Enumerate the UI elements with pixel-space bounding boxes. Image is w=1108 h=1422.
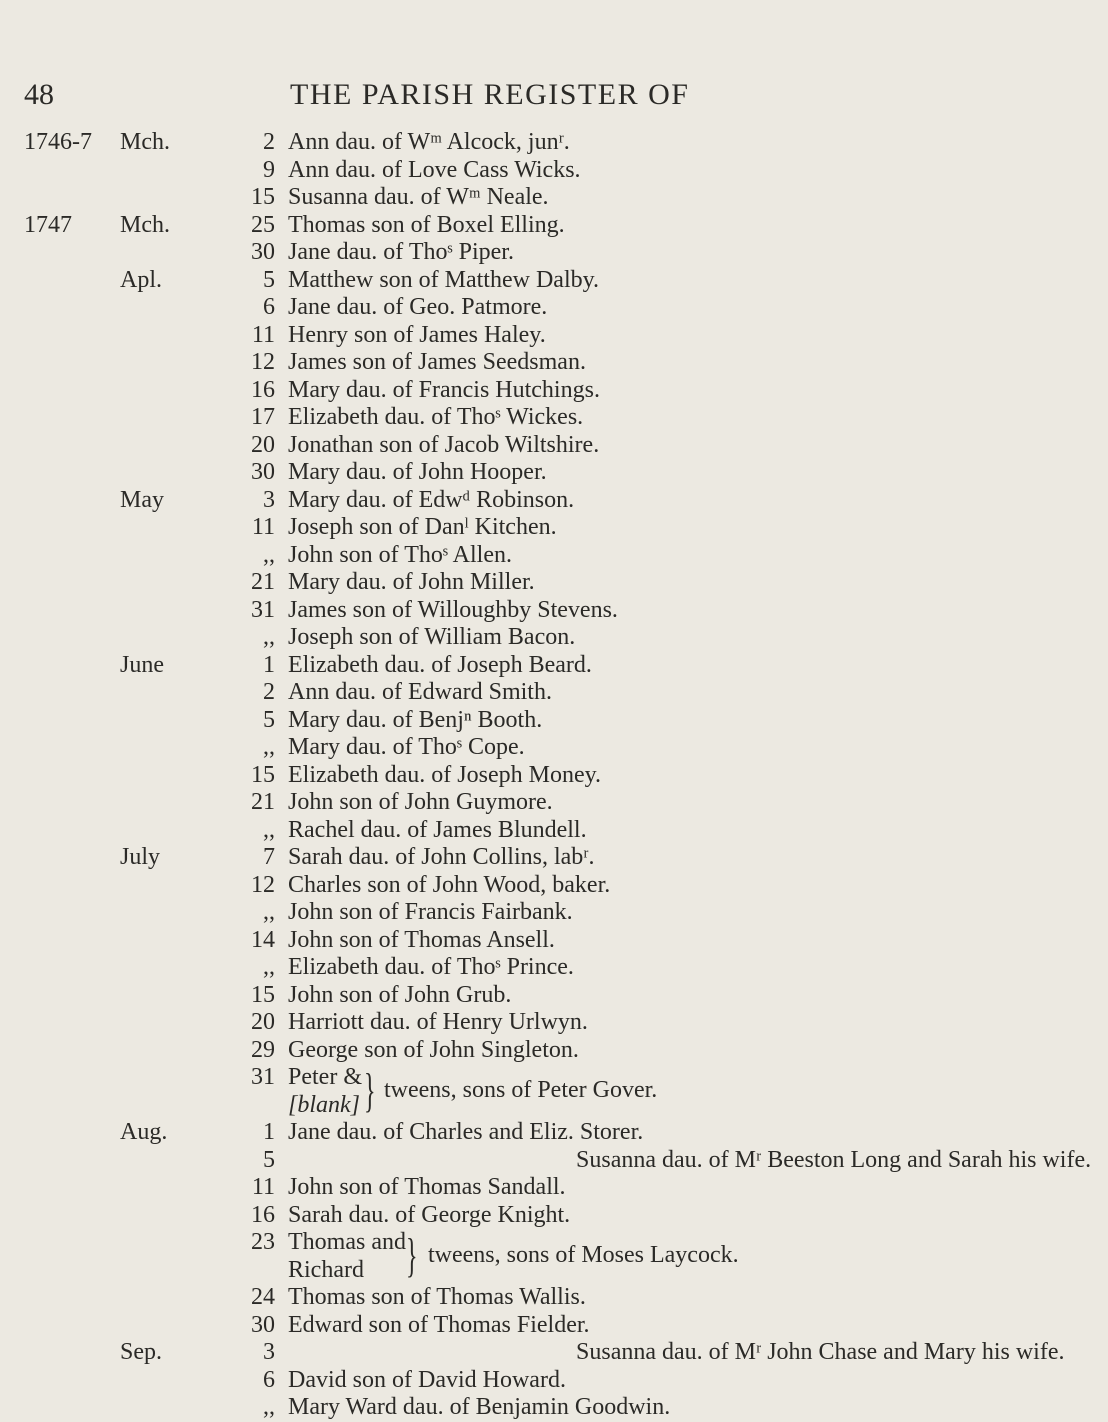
twin-name-first: Peter & — [288, 1064, 362, 1090]
entry-day: 1 — [263, 1119, 275, 1145]
entry-text: John son of Thomas Sandall. — [288, 1174, 566, 1200]
register-entry — [0, 487, 800, 515]
entry-month: July — [120, 844, 161, 870]
entry-day: 15 — [251, 761, 275, 788]
entry-day: 9 — [263, 156, 275, 183]
entry-text: Edward son of Thomas Fielder. — [288, 1311, 590, 1338]
twin-names — [288, 1064, 398, 1119]
entry-day: 16 — [251, 376, 275, 403]
entry-text: Susanna dau. of Mʳ Beeston Long and Sarah his wife. — [576, 1146, 1092, 1173]
entry-month: May — [120, 486, 164, 513]
entry-text: Ann dau. of Love Cass Wicks. — [288, 156, 581, 183]
entry-day: 7 — [263, 844, 275, 870]
twin-entry — [0, 1229, 800, 1284]
entry-day: ,, — [263, 734, 275, 760]
entry-text: John son of John Grub. — [288, 981, 512, 1008]
entry-text: Thomas son of Thomas Wallis. — [288, 1284, 586, 1310]
register-entry — [0, 1394, 800, 1422]
page-number: 48 — [24, 78, 54, 111]
register-entry — [0, 817, 800, 845]
register-entry — [0, 212, 800, 240]
brace-icon: } — [406, 1229, 418, 1282]
entry-text: Joseph son of William Bacon. — [288, 624, 576, 650]
entry-day: 30 — [251, 459, 275, 485]
register-entry — [0, 157, 800, 185]
entry-text: Mary dau. of Benjⁿ Booth. — [288, 706, 543, 733]
entry-day: 24 — [251, 1284, 275, 1310]
entry-day: 14 — [251, 926, 275, 953]
entry-day: ,, — [263, 899, 275, 925]
entry-day: 2 — [263, 129, 275, 155]
register-entry — [0, 1284, 800, 1312]
entry-text: John son of John Guymore. — [288, 789, 553, 815]
twin-name-second: [blank] — [288, 1091, 360, 1118]
entry-day: 16 — [251, 1201, 275, 1228]
entry-text: Susanna dau. of Mʳ John Chase and Mary his wife. — [576, 1339, 1065, 1365]
register-entry — [0, 789, 800, 817]
entry-day: 25 — [251, 211, 275, 238]
register-entry — [0, 707, 800, 735]
entry-year: 1746-7 — [24, 129, 92, 155]
entry-day: ,, — [263, 816, 275, 843]
entry-text: Susanna dau. of Wᵐ Neale. — [288, 184, 549, 210]
register-entry — [0, 1146, 1092, 1175]
entry-text: Elizabeth dau. of Joseph Beard. — [288, 651, 592, 678]
register-entry — [0, 1339, 1065, 1367]
entry-text: Henry son of James Haley. — [288, 321, 546, 348]
running-title: THE PARISH REGISTER OF — [290, 78, 690, 111]
register-entry — [0, 844, 800, 872]
entry-day: 1 — [263, 651, 275, 678]
twin-name-first: Thomas and — [288, 1229, 406, 1255]
twin-text: tweens, sons of Peter Gover. — [384, 1077, 658, 1103]
entry-text: John son of Thomas Ansell. — [288, 926, 555, 953]
entry-day: 11 — [251, 321, 275, 348]
register-entry — [0, 1202, 800, 1230]
register-entry — [0, 872, 800, 900]
register-entry — [0, 459, 800, 487]
entry-day: 21 — [251, 789, 275, 815]
twin-names — [288, 1229, 406, 1284]
entry-day: 17 — [251, 404, 275, 430]
entry-day: 29 — [251, 1036, 275, 1063]
entry-day: 3 — [263, 1339, 275, 1365]
twin-entry — [0, 1064, 800, 1119]
entry-day: 15 — [251, 184, 275, 210]
register-entry — [0, 597, 800, 625]
entry-day: 31 — [251, 1064, 275, 1090]
page-header — [0, 78, 800, 118]
entry-day: ,, — [263, 1394, 275, 1420]
entry-day: 2 — [263, 679, 275, 705]
entry-text: Mary Ward dau. of Benjamin Goodwin. — [288, 1394, 671, 1420]
entry-text: Joseph son of Danˡ Kitchen. — [288, 514, 557, 540]
entry-text: Sarah dau. of George Knight. — [288, 1201, 571, 1228]
register-entry — [0, 982, 800, 1010]
entry-text: Matthew son of Matthew Dalby. — [288, 266, 600, 293]
entry-month: Mch. — [120, 129, 170, 155]
entry-text: Charles son of John Wood, baker. — [288, 871, 611, 898]
register-entry — [0, 1367, 800, 1395]
entry-month: Mch. — [120, 211, 170, 238]
entry-day: ,, — [263, 954, 275, 980]
entry-text: Rachel dau. of James Blundell. — [288, 816, 587, 843]
entry-text: George son of John Singleton. — [288, 1036, 579, 1063]
entry-day: 21 — [251, 569, 275, 595]
entry-text: Elizabeth dau. of Thoˢ Wickes. — [288, 404, 584, 430]
entry-text: Jane dau. of Geo. Patmore. — [288, 294, 548, 320]
register-entry — [0, 542, 800, 570]
register-entry — [0, 129, 800, 157]
entry-text: James son of James Seedsman. — [288, 349, 586, 375]
entry-month: Apl. — [120, 266, 162, 293]
entry-text: Sarah dau. of John Collins, labʳ. — [288, 844, 595, 870]
register-entry — [0, 899, 800, 927]
entry-day: ,, — [263, 541, 275, 568]
register-entry — [0, 1037, 800, 1065]
entry-day: 20 — [251, 431, 275, 458]
register-entry — [0, 927, 800, 955]
twin-text: tweens, sons of Moses Laycock. — [428, 1242, 739, 1268]
register-entry — [0, 1119, 800, 1147]
entry-day: 12 — [251, 871, 275, 898]
entry-text: Ann dau. of Wᵐ Alcock, junʳ. — [288, 129, 570, 155]
entry-day: 23 — [251, 1229, 275, 1255]
entry-text: Mary dau. of John Miller. — [288, 569, 535, 595]
entry-text: Harriott dau. of Henry Urlwyn. — [288, 1009, 588, 1035]
entry-text: Jane dau. of Charles and Eliz. Storer. — [288, 1119, 644, 1145]
register-entry — [0, 514, 800, 542]
register-entry — [0, 762, 800, 790]
entry-day: ,, — [263, 624, 275, 650]
twin-name-second: Richard — [288, 1256, 364, 1283]
entry-day: 31 — [251, 596, 275, 623]
register-entry — [0, 432, 800, 460]
brace-icon: } — [364, 1064, 376, 1117]
entry-text: David son of David Howard. — [288, 1366, 566, 1393]
entry-day: 30 — [251, 239, 275, 265]
entry-day: 20 — [251, 1009, 275, 1035]
entry-month: Aug. — [120, 1119, 168, 1145]
entry-day: 11 — [251, 1174, 275, 1200]
entry-text: Mary dau. of Thoˢ Cope. — [288, 734, 525, 760]
register-entry — [0, 569, 800, 597]
entry-day: 6 — [263, 1366, 275, 1393]
register-entry — [0, 377, 800, 405]
register-entry — [0, 267, 800, 295]
register-entry — [0, 184, 800, 212]
register-entry — [0, 239, 800, 267]
register-entry — [0, 294, 800, 322]
register-entries — [0, 129, 1092, 1422]
register-entry — [0, 954, 800, 982]
entry-text: John son of Francis Fairbank. — [288, 899, 573, 925]
entry-day: 5 — [263, 706, 275, 733]
entry-text: James son of Willoughby Stevens. — [288, 596, 618, 623]
entry-text: Elizabeth dau. of Thoˢ Prince. — [288, 954, 574, 980]
register-entry — [0, 322, 800, 350]
entry-month: June — [120, 651, 164, 678]
register-entry — [0, 734, 800, 762]
register-entry — [0, 349, 800, 377]
entry-day: 30 — [251, 1311, 275, 1338]
entry-day: 5 — [263, 266, 275, 293]
register-entry — [0, 404, 800, 432]
entry-day: 6 — [263, 294, 275, 320]
register-entry — [0, 1009, 800, 1037]
entry-day: 5 — [263, 1146, 275, 1173]
entry-year: 1747 — [24, 211, 72, 238]
entry-text: Ann dau. of Edward Smith. — [288, 679, 552, 705]
entry-text: Elizabeth dau. of Joseph Money. — [288, 761, 602, 788]
register-entry — [0, 679, 800, 707]
register-entry — [0, 1174, 800, 1202]
entry-text: John son of Thoˢ Allen. — [288, 541, 512, 568]
register-entry — [0, 652, 800, 680]
entry-day: 15 — [251, 981, 275, 1008]
entry-month: Sep. — [120, 1339, 162, 1365]
entry-text: Jonathan son of Jacob Wiltshire. — [288, 431, 600, 458]
entry-text: Mary dau. of Edwᵈ Robinson. — [288, 486, 575, 513]
entry-text: Thomas son of Boxel Elling. — [288, 211, 565, 238]
entry-text: Mary dau. of John Hooper. — [288, 459, 547, 485]
register-entry — [0, 624, 800, 652]
entry-text: Jane dau. of Thoˢ Piper. — [288, 239, 514, 265]
register-entry — [0, 1312, 800, 1340]
entry-day: 3 — [263, 486, 275, 513]
entry-day: 12 — [251, 349, 275, 375]
entry-day: 11 — [251, 514, 275, 540]
entry-text: Mary dau. of Francis Hutchings. — [288, 376, 600, 403]
